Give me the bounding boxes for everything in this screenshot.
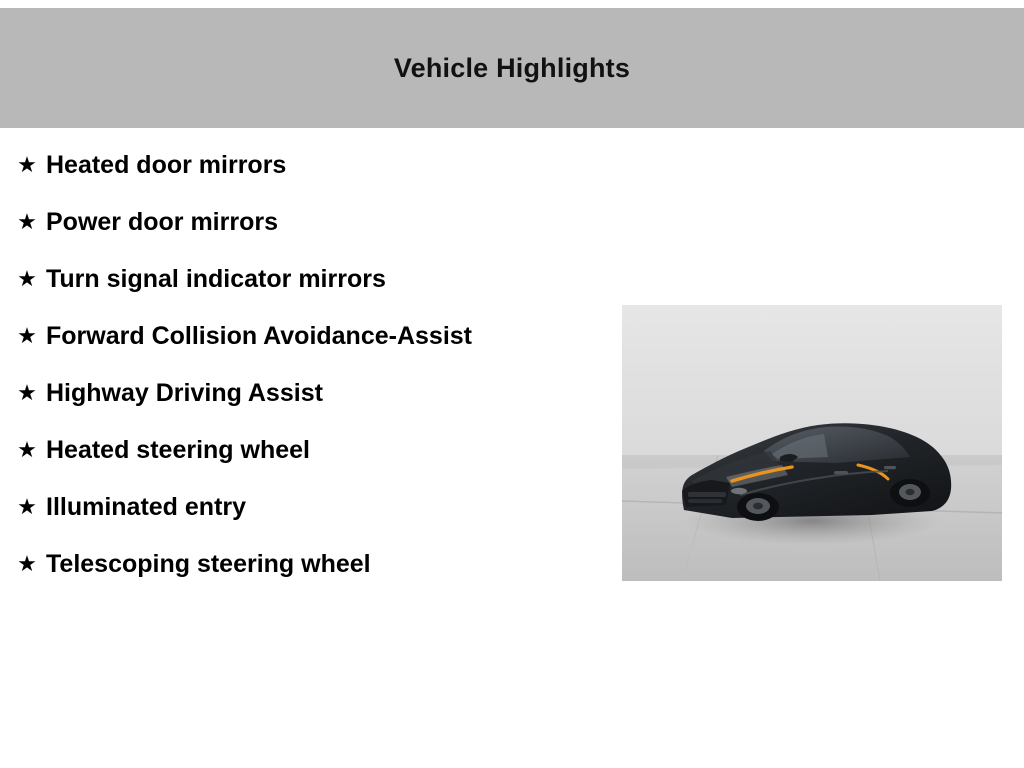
list-item	[8, 262, 608, 302]
list-item	[8, 490, 608, 530]
slide-content	[0, 128, 1024, 768]
list-item	[8, 376, 608, 416]
list-item-label: Forward Collision Avoidance-Assist	[46, 322, 473, 350]
star-icon: ★	[17, 437, 37, 462]
star-icon: ★	[17, 551, 37, 576]
list-item-label: Heated steering wheel	[46, 436, 310, 464]
list-item-label: Turn signal indicator mirrors	[46, 265, 386, 293]
star-icon: ★	[17, 152, 37, 177]
star-icon: ★	[17, 380, 37, 405]
star-icon: ★	[17, 323, 37, 348]
list-item-label: Highway Driving Assist	[46, 379, 323, 407]
list-item	[8, 148, 608, 188]
page-title: Vehicle Highlights	[393, 52, 631, 83]
vehicle-photo	[622, 305, 1002, 581]
star-icon: ★	[17, 209, 37, 234]
list-item-label: Heated door mirrors	[46, 151, 287, 179]
list-item	[8, 319, 608, 359]
list-item	[8, 205, 608, 245]
list-item-label: Power door mirrors	[46, 208, 278, 236]
star-icon: ★	[17, 494, 37, 519]
list-item-label: Illuminated entry	[46, 493, 247, 521]
vehicle-highlights-list	[8, 148, 608, 604]
list-item	[8, 547, 608, 587]
list-item-label: Telescoping steering wheel	[46, 550, 371, 578]
list-item	[8, 433, 608, 473]
star-icon: ★	[17, 266, 37, 291]
header-band	[0, 8, 1024, 128]
